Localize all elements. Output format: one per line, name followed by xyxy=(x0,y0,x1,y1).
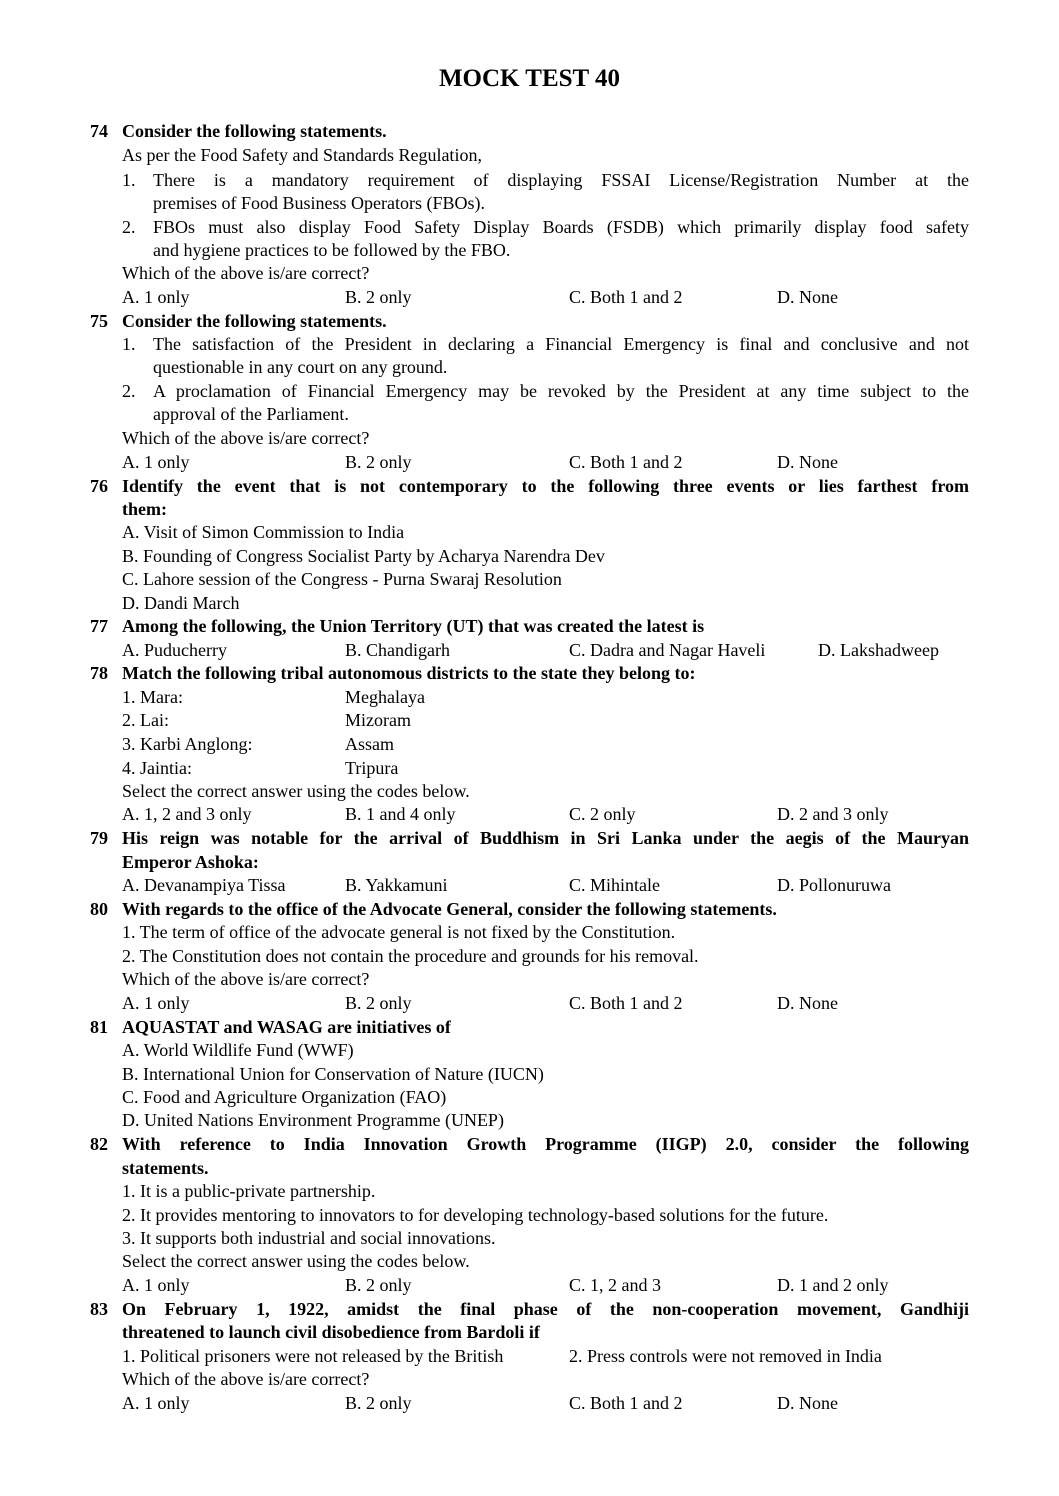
option-b: B. Yakkamuni xyxy=(345,875,448,895)
question-stem: Consider the following statements. xyxy=(122,121,387,141)
option-b: B. International Union for Conservation of Nature (IUCN) xyxy=(122,1064,544,1084)
option-c: C. 2 only xyxy=(569,804,636,824)
option-a: A. 1, 2 and 3 only xyxy=(122,804,252,824)
option-d: D. United Nations Environment Programme (UNEP) xyxy=(122,1110,504,1130)
question-number: 76 xyxy=(90,476,108,496)
question-ask: Which of the above is/are correct? xyxy=(122,428,370,448)
statement-number: 1. xyxy=(122,334,136,354)
option-d: D. 2 and 3 only xyxy=(777,804,889,824)
statement-text: A proclamation of Financial Emergency may be revoked by the President at any time subject to the xyxy=(153,381,969,401)
match-right: Assam xyxy=(345,734,394,754)
match-left: 2. Lai: xyxy=(122,710,169,730)
statement-text: premises of Food Business Operators (FBOs). xyxy=(153,193,485,213)
option-c: C. Lahore session of the Congress - Purna Swaraj Resolution xyxy=(122,569,562,589)
question-stem: On February 1, 1922, amidst the final phase of the non-cooperation movement, Gandhiji xyxy=(122,1299,969,1319)
option-a: A. Puducherry xyxy=(122,640,227,660)
option-b: B. 2 only xyxy=(345,452,412,472)
option-b: B. 2 only xyxy=(345,287,412,307)
option-b: B. 2 only xyxy=(345,1275,412,1295)
match-left: 4. Jaintia: xyxy=(122,758,192,778)
option-a: A. World Wildlife Fund (WWF) xyxy=(122,1040,354,1060)
option-c: C. Food and Agriculture Organization (FAO) xyxy=(122,1087,447,1107)
question-number: 77 xyxy=(90,616,108,636)
option-d: D. None xyxy=(777,287,838,307)
option-c: C. Dadra and Nagar Haveli xyxy=(569,640,766,660)
question-stem: With reference to India Innovation Growth Programme (IIGP) 2.0, consider the following xyxy=(122,1134,969,1154)
question-stem: Consider the following statements. xyxy=(122,311,387,331)
match-right: Tripura xyxy=(345,758,399,778)
statement-text: 1. It is a public-private partnership. xyxy=(122,1181,376,1201)
question-stem: Emperor Ashoka: xyxy=(122,852,259,872)
option-d: D. None xyxy=(777,1393,838,1413)
question-stem: Identify the event that is not contemporary to the following three events or lies farthest from xyxy=(122,476,969,496)
option-d: D. Pollonuruwa xyxy=(777,875,891,895)
match-right: Mizoram xyxy=(345,710,411,730)
option-d: D. None xyxy=(777,452,838,472)
option-a: A. 1 only xyxy=(122,1275,190,1295)
statement-text: 1. Political prisoners were not released by the British xyxy=(122,1346,504,1366)
statement-text: 2. Press controls were not removed in India xyxy=(569,1346,882,1366)
question-ask: Which of the above is/are correct? xyxy=(122,969,370,989)
question-stem: threatened to launch civil disobedience from Bardoli if xyxy=(122,1322,540,1342)
question-number: 79 xyxy=(90,828,108,848)
question-stem: His reign was notable for the arrival of Buddhism in Sri Lanka under the aegis of the Mauryan xyxy=(122,828,969,848)
statement-text: questionable in any court on any ground. xyxy=(153,357,448,377)
option-c: C. Both 1 and 2 xyxy=(569,287,683,307)
page-title: MOCK TEST 40 xyxy=(438,65,621,92)
option-a: A. Devanampiya Tissa xyxy=(122,875,286,895)
option-a: A. 1 only xyxy=(122,993,190,1013)
statement-text: 3. It supports both industrial and social innovations. xyxy=(122,1228,496,1248)
question-number: 75 xyxy=(90,311,108,331)
question-number: 83 xyxy=(90,1299,108,1319)
option-c: C. Both 1 and 2 xyxy=(569,452,683,472)
question-stem: them: xyxy=(122,499,167,519)
question-number: 74 xyxy=(90,121,108,141)
question-ask: Select the correct answer using the codes below. xyxy=(122,1251,470,1271)
option-b: B. Chandigarh xyxy=(345,640,450,660)
statement-text: The satisfaction of the President in declaring a Financial Emergency is final and conclusive and not xyxy=(153,334,969,354)
question-number: 80 xyxy=(90,899,108,919)
option-b: B. 2 only xyxy=(345,1393,412,1413)
statement-number: 2. xyxy=(122,217,136,237)
question-stem: statements. xyxy=(122,1158,209,1178)
statement-text: There is a mandatory requirement of displaying FSSAI License/Registration Number at the xyxy=(153,170,969,190)
option-c: C. Both 1 and 2 xyxy=(569,1393,683,1413)
question-stem: AQUASTAT and WASAG are initiatives of xyxy=(122,1017,451,1037)
question-number: 81 xyxy=(90,1017,108,1037)
option-c: C. Mihintale xyxy=(569,875,660,895)
question-intro: As per the Food Safety and Standards Regulation, xyxy=(122,145,482,165)
option-b: B. 2 only xyxy=(345,993,412,1013)
question-number: 82 xyxy=(90,1134,108,1154)
option-d: D. Lakshadweep xyxy=(818,640,939,660)
statement-text: 2. The Constitution does not contain the procedure and grounds for his removal. xyxy=(122,946,699,966)
option-b: B. Founding of Congress Socialist Party by Acharya Narendra Dev xyxy=(122,546,605,566)
option-a: A. 1 only xyxy=(122,287,190,307)
statement-text: FBOs must also display Food Safety Display Boards (FSDB) which primarily display food safety xyxy=(153,217,969,237)
match-right: Meghalaya xyxy=(345,687,425,707)
option-b: B. 1 and 4 only xyxy=(345,804,456,824)
question-ask: Select the correct answer using the codes below. xyxy=(122,781,470,801)
question-stem: With regards to the office of the Advocate General, consider the following statements. xyxy=(122,899,777,919)
option-d: D. Dandi March xyxy=(122,593,240,613)
statement-number: 1. xyxy=(122,170,136,190)
statement-text: 2. It provides mentoring to innovators to for developing technology-based solutions for the future. xyxy=(122,1205,829,1225)
option-d: D. 1 and 2 only xyxy=(777,1275,889,1295)
statement-text: approval of the Parliament. xyxy=(153,404,349,424)
option-c: C. 1, 2 and 3 xyxy=(569,1275,661,1295)
question-number: 78 xyxy=(90,663,108,683)
match-left: 3. Karbi Anglong: xyxy=(122,734,253,754)
question-ask: Which of the above is/are correct? xyxy=(122,263,370,283)
question-stem: Match the following tribal autonomous districts to the state they belong to: xyxy=(122,663,696,683)
question-stem: Among the following, the Union Territory (UT) that was created the latest is xyxy=(122,616,705,636)
option-c: C. Both 1 and 2 xyxy=(569,993,683,1013)
statement-text: 1. The term of office of the advocate general is not fixed by the Constitution. xyxy=(122,922,676,942)
option-a: A. 1 only xyxy=(122,452,190,472)
question-ask: Which of the above is/are correct? xyxy=(122,1369,370,1389)
statement-number: 2. xyxy=(122,381,136,401)
option-d: D. None xyxy=(777,993,838,1013)
option-a: A. 1 only xyxy=(122,1393,190,1413)
statement-text: and hygiene practices to be followed by the FBO. xyxy=(153,240,511,260)
match-left: 1. Mara: xyxy=(122,687,183,707)
option-a: A. Visit of Simon Commission to India xyxy=(122,522,405,542)
